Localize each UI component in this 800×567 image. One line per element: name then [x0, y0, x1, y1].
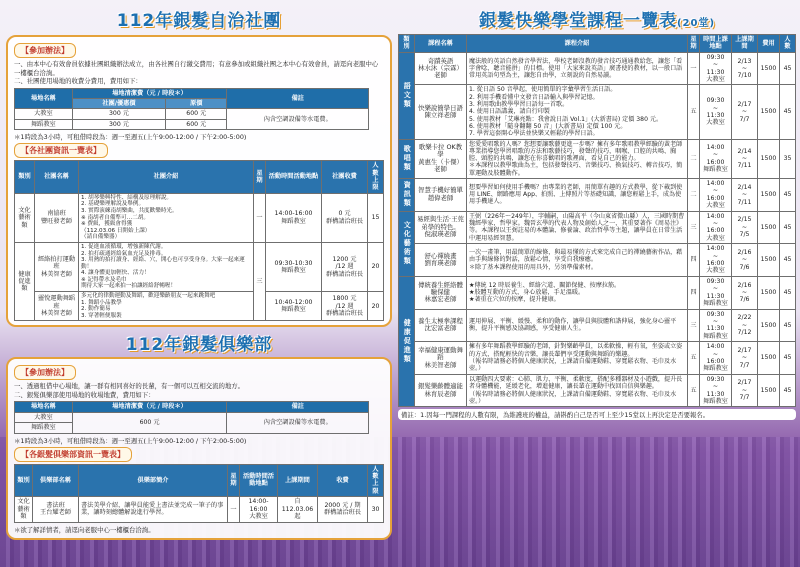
club-max: 15: [368, 193, 384, 242]
course-day: 四: [688, 244, 700, 277]
course-max: 45: [780, 342, 796, 375]
club2-h: 星期: [228, 464, 240, 497]
course-max: 45: [780, 52, 796, 85]
table-row: [15, 109, 369, 119]
club2-cell: 書法美學介紹，讓學員能愛上書法並完成一筆子的事業，讓時刻總體解說進行學習。: [79, 497, 228, 522]
course-cat: 健康促進類: [399, 276, 415, 407]
venue-cell: 300 元: [72, 109, 165, 119]
course-fee: 1500: [758, 85, 780, 139]
rules-1: 一、由本中心有效會員依據社團組織辦法成立，由各社團自行繳交費用；有意參加或組織社團之本中心有效會員，請逕向老服中心一樓櫃台洽詢。: [14, 60, 379, 77]
club-h: 社團介紹: [79, 161, 254, 194]
club2-cell: 2000 元 / 期 群構請洽班長: [318, 497, 368, 522]
course-cat: 語文類: [399, 52, 415, 139]
title-clubs: 112年銀髮自治社團: [116, 11, 282, 31]
course-cat: 資訊類: [399, 179, 415, 212]
club-intro: 1. 胡琴樂興特性、結構及原理解說。 2. 基礎樂理解說及舉例。 3. 實際演練南胡樂曲，共度歡樂時光。 ※ 南胡者自備準可…二胡。 ※ 費級，獲級會得獲 （112.03.06 日開始上課） （請自備樂器）: [79, 193, 254, 242]
rules-heading: 【參加辦法】: [14, 43, 76, 58]
course-date: 2/22 ~ 7/12: [732, 309, 758, 342]
course-name: 幸福健康運動舞蹈 林美智老師: [415, 342, 467, 375]
course-intro: 擁有多年舞蹈教學經驗的老師，針對樂齡學員，以柔軟操，輕有氧，坐姿或立姿的方式，搭配輕快的音樂，讓長輩們享受運動與舞蹈的樂趣。 （報名時請務必將個人健康狀況，上課請自備運動鞋、穿寬鬆衣物、毛巾及水壺。）: [467, 342, 688, 375]
club2-table: [14, 464, 384, 523]
venue2-h: 備註: [227, 402, 369, 412]
course-name: 易經與生活·王莞弟學的特色。 倪淑瑛老師: [415, 211, 467, 244]
course-cat: 歌唱類: [399, 139, 415, 178]
course-name: 奇蹟英語 林水沐（宗霖）老師: [415, 52, 467, 85]
course-fee: 1500: [758, 309, 780, 342]
course-fee: 1500: [758, 342, 780, 375]
table-row: [15, 497, 384, 522]
course-max: 45: [780, 309, 796, 342]
course-date: 2/17 ~ 7/7: [732, 374, 758, 407]
course-time: 14:00 ~ 16:00 大教室: [700, 211, 732, 244]
course-day: 三: [688, 211, 700, 244]
course-fee: 1500: [758, 179, 780, 212]
title-clubs-2: 112年銀髮俱樂部: [125, 335, 273, 356]
venue2-h: 場地清潔費（元 / 時段＊）: [72, 402, 227, 412]
course-day: 五: [688, 85, 700, 139]
course-name: 智慧手機好簡單 趙偉老師: [415, 179, 467, 212]
course-intro: 運用伸展、平衡、緩慢、柔和的動作，讓學員與肢體和諧伸展，強化身心靈平衡，提升平衡感及協調感，享受健康人生。: [467, 309, 688, 342]
table-row: [399, 85, 796, 139]
venue2-note: ＊1時段為3小時，可租借時段為：週一至週五(上午9:00-12:00 / 下午2:00-5:00): [14, 436, 247, 445]
venue-cell: 內含空調設備等水電費。: [227, 109, 369, 130]
course-time: 14:00 ~ 16:00 大教室: [700, 244, 732, 277]
club2-h: 俱樂部名稱: [33, 464, 79, 497]
club-max: 20: [368, 292, 384, 321]
course-h: 上課期間: [732, 35, 758, 53]
table-row: [399, 52, 796, 85]
club2-cell: 一: [228, 497, 240, 522]
course-h: 課程介紹: [467, 35, 688, 53]
course-max: 45: [780, 244, 796, 277]
course-time: 14:00 ~ 16:00 舞蹈教室: [700, 342, 732, 375]
course-h: 課程名稱: [415, 35, 467, 53]
left-column: [6, 4, 392, 563]
club-h: 星期: [254, 161, 266, 194]
table-row: [399, 139, 796, 178]
club-intro: 1. 促進血液循環，增強新陳代謝。 2. 拍打疏通經絡氣血充足及排毒。 3. 用熱的拍打讀身、經絡、穴，開心也可享受身身。大家一起來運動！ 4. 讓身體更加輕快、活力！ ※ 記得帶水及毛巾 期待大家一起來拍一拍讓經絡舒暢喔！: [79, 242, 254, 291]
course-intro: 王弼（226年～249年），字輔嗣，山陽高平（今山東省微山縣）人，三國時期曹魏經學家，哲學家。魏晉玄學的代表人物及創始人之一，其重要著作《周易注》等。本課程以王弼註易的本體論、修養論、政治哲學等主題，讓學員在日常生活中運用易經智慧。: [467, 211, 688, 244]
club-info-heading: 【各社團資訊一覽表】: [14, 143, 108, 158]
course-date: 2/16 ~ 7/6: [732, 244, 758, 277]
venue2-cell: 600 元: [72, 412, 227, 433]
venue2-table: [14, 401, 369, 433]
course-date: 2/14 ~ 7/11: [732, 139, 758, 178]
course-h: 類別: [399, 35, 415, 53]
course-title: [398, 6, 796, 31]
clubs-panel: [6, 35, 392, 327]
club2-h: 活動時間活動地點: [240, 464, 278, 497]
club-max: 20: [368, 242, 384, 291]
club-time: 14:00-16:00 舞蹈教室: [266, 193, 322, 242]
club2-note: ＊欲了解詳情者，請逕向老服中心一樓櫃台洽詢。: [14, 525, 155, 534]
club2-h: 俱樂部簡介: [79, 464, 228, 497]
venue-cell: 600 元: [166, 109, 227, 119]
venue-cell: 大教室: [15, 109, 73, 119]
course-table: [398, 34, 796, 407]
club2-cell: 30: [368, 497, 384, 522]
club2-h: 收費: [318, 464, 368, 497]
course-day: 四: [688, 276, 700, 309]
club2-info-heading: 【各銀髮俱樂部資訊一覽表】: [14, 447, 132, 462]
rules-2: 二、社團使用場地的收費分費用，費用如下：: [14, 77, 142, 85]
course-date: 2/17 ~ 7/7: [732, 85, 758, 139]
club-h: 社團收費: [322, 161, 368, 194]
table-row: [15, 193, 384, 242]
course-name: 歌樂卡拉 OK教學 黃惠生（卡傑）老師: [415, 139, 467, 178]
course-count: (20堂): [676, 18, 716, 29]
course-intro: 以運動四大要素：心肺、肌力、平衡、柔軟度，搭配多種器材及小遊戲，提升長者身體機能，延緩老化，增進健康，讓長輩在運動中找回自信與樂趣。 （報名時請務必將個人健康狀況，上課請自備運動鞋、穿寬鬆衣物、毛巾及水壺。）: [467, 374, 688, 407]
course-fee: 1500: [758, 244, 780, 277]
course-time: 09:30 ~ 11:30 大教室: [700, 85, 732, 139]
venue-h-name: 場地名稱: [15, 88, 73, 109]
table-row: [399, 244, 796, 277]
course-date: 2/14 ~ 7/11: [732, 179, 758, 212]
course-date: 2/13 ~ 7/10: [732, 52, 758, 85]
course-max: 35: [780, 139, 796, 178]
club-cat: 文化藝術類: [15, 193, 35, 242]
table-row: [399, 179, 796, 212]
club2-h: 類別: [15, 464, 33, 497]
course-day: 二: [688, 139, 700, 178]
course-day: 二: [688, 179, 700, 212]
club-cat: 健康促進類: [15, 242, 35, 321]
venue-sh-discount: 社團/優惠價: [72, 98, 165, 108]
club-time: 10:40-12:00 舞蹈教室: [266, 292, 322, 321]
club2-h: 人數上限: [368, 464, 384, 497]
course-day: 一: [688, 52, 700, 85]
course-day: 五: [688, 342, 700, 375]
venue-h-note: 備註: [227, 88, 369, 109]
course-day: 五: [688, 374, 700, 407]
club-name: 靈悅運動舞蹈班 林美智老師: [35, 292, 79, 321]
venue-cell: 300 元: [72, 119, 165, 129]
venue2-h: 場地名稱: [15, 402, 73, 412]
course-max: 45: [780, 374, 796, 407]
course-fee: 1500: [758, 52, 780, 85]
club2-rules-heading: 【參加辦法】: [14, 365, 76, 380]
club-h: 人數上限: [368, 161, 384, 194]
course-date: 2/15 ~ 7/5: [732, 211, 758, 244]
table-row: [399, 211, 796, 244]
course-day: 三: [688, 309, 700, 342]
club-h: 活動時間活動地點: [266, 161, 322, 194]
club-table: [14, 160, 384, 321]
course-date: 2/16 ~ 7/6: [732, 276, 758, 309]
course-intro: 想要學習如何使用手機嗎？由專業的老師，用簡單有趣的方式教學，從下載到使用 LINE、網路應用 App、拍照、上傳照片等基礎知識，讓您輕鬆上手，成為使用手機達人。: [467, 179, 688, 212]
club-intro: 多元化的律動運動及舞蹈，歡迎樂齡朋友一起來跳舞吧 1. 舞蹈小品教學 2. 動作簡易 3. 穿著輕便服裝: [79, 292, 254, 321]
table-row: [399, 342, 796, 375]
course-fee: 1500: [758, 211, 780, 244]
course-name: 舒心禪繞畫 劉育瑛老師: [415, 244, 467, 277]
club-fee: 1200 元 /12 週 群構請洽班長: [322, 242, 368, 291]
course-max: 45: [780, 276, 796, 309]
table-row: [15, 292, 384, 321]
club-day: 一: [254, 193, 266, 242]
course-time: 09:30 ~ 11:30 舞蹈教室: [700, 374, 732, 407]
course-intro: 1. 從日語 50 音學起，使用簡單的字彙學習生活日語。 2. 利用手機看懂中文發音日語輸入與學習記憶。 3. 利用歌曲教學學習日語每一首歌。 4. 使用日語講義，請自行印製 5. 使用教材「艾琳亮點：我會說日語 Vol.1」(大新書局) 定價 380 元。 6. 使用教材「隨身翻翻 50 音」(大新書局) 定價 100 元。 7. 學習這套開心學法並快樂又輕鬆的學習日語。: [467, 85, 688, 139]
venue2-cell: 內含空調設備等水電費。: [227, 412, 369, 433]
course-time: 09:30 ~ 11:30 舞蹈教室: [700, 309, 732, 342]
silver-club-panel: [6, 357, 392, 539]
course-intro: 您愛愛唱歌的人嗎？您想要讓歌藝更進一步嗎？擁有多年歌唱教學經驗的黃老師專業指導您學習唱歌的方法和歌藝技巧，發聲的技巧，咽喉、口腔的共鳴、胸腔、頭腔的共鳴，讓您在你喜歡唱的歌裡面，看見自己的能力。 ＊本課程以教學歌曲為主，包括發聲技巧、音樂技巧、換氣技巧、轉音技巧，簡單運動及肢體動作。: [467, 139, 688, 178]
venue-cell: 600 元: [166, 119, 227, 129]
course-date: 2/17 ~ 7/7: [732, 342, 758, 375]
course-fee: 1500: [758, 276, 780, 309]
club-name: 經絡拍打運動班 林美智老師: [35, 242, 79, 291]
club2-cell: 自 112.03.06 起: [278, 497, 318, 522]
course-intro: 魔法般的英語自然發音學習法，學校老師沒教的發音技巧通通教給您，讓您「看字會唸、聽音能拼」的目標。使用「大家來說英語」廣書使的教材，以一般口語常用英語句型為主，讓您自由學，立刻說的自然易讀。: [467, 52, 688, 85]
course-fee: 1500: [758, 374, 780, 407]
venue-cell: 舞蹈教室: [15, 119, 73, 129]
club-time: 09:30-10:30 舞蹈教室: [266, 242, 322, 291]
club2-cell: 文化藝術類: [15, 497, 33, 522]
course-name: 快樂說簡學日語 陳立祥老師: [415, 85, 467, 139]
course-time: 14:00 ~ 16:00 大教室: [700, 179, 732, 212]
club2-h: 上課期間: [278, 464, 318, 497]
course-h: 人數: [780, 35, 796, 53]
right-column: [398, 4, 796, 563]
venue-table: [14, 88, 369, 131]
course-cat: 文化藝術類: [399, 211, 415, 276]
table-row: [399, 276, 796, 309]
club2-cell: 書法班 王台耀老師: [33, 497, 79, 522]
course-fee: 1500: [758, 139, 780, 178]
course-h: 費用: [758, 35, 780, 53]
table-row: [15, 242, 384, 291]
course-intro: ★傳統 12 時辰養生、經絡穴道、關節保健、按摩拉筋。 ★肢體互動的方式，身心放鬆，手足溫暖。 ★著重在穴位的按摩，提升健康。: [467, 276, 688, 309]
club-h: 類別: [15, 161, 35, 194]
table-row: [399, 309, 796, 342]
course-max: 45: [780, 85, 796, 139]
venue-h-fee: 場地清潔費（元 / 時段＊）: [72, 88, 227, 98]
table-row: [15, 412, 369, 422]
course-title-text: 銀髮快樂學堂課程一覽表: [478, 11, 677, 31]
course-name: 銀髮樂齡體適能 林育辰老師: [415, 374, 467, 407]
venue-note: ＊1時段為3小時，可租借時段為：週一至週五(上午9:00-12:00 / 下午2:00-5:00): [14, 133, 247, 142]
course-max: 45: [780, 179, 796, 212]
course-h: 時間上課地點: [700, 35, 732, 53]
course-h: 星期: [688, 35, 700, 53]
course-name: 傳統養生經絡體驗保健 林嘉宏老師: [415, 276, 467, 309]
course-footer: 備註：1.因每一門課程的人數有限，為維護班的權益，請斟酌自己是否可上至少15堂以上再決定是否要報名。: [398, 409, 796, 420]
club-name: 南協班 豐旺發老師: [35, 193, 79, 242]
venue-sh-original: 原價: [166, 98, 227, 108]
course-time: 09:30 ~ 11:30 舞蹈教室: [700, 276, 732, 309]
course-time: 09:30 ~ 11:30 大教室: [700, 52, 732, 85]
club-h: 社團名稱: [35, 161, 79, 194]
club2-cell: 14:00-16:00 大教室: [240, 497, 278, 522]
table-row: [399, 374, 796, 407]
course-max: 45: [780, 211, 796, 244]
course-name: 養生太極拳課程 沈宏富老師: [415, 309, 467, 342]
club-fee: 0 元 群構請洽班長: [322, 193, 368, 242]
club-fee: 1800 元 /12 週 群構請洽班長: [322, 292, 368, 321]
course-intro: 一次一畫筆，用最簡單的線條，與最易懂的方式來完成自己的禪繞藝術作品，藉由手與線條的對話，放鬆心情，享受自我療癒。 ＊除了基本課程使用的用具外，另須準備素材。: [467, 244, 688, 277]
club-day: 三: [254, 242, 266, 321]
venue2-cell: 大教室: [15, 412, 73, 422]
club2-rules-1: 一、透過租借中心場地，讓一群有相同喜好的長輩，有一個可以互相交流的地方。: [14, 382, 245, 391]
club2-rules-2: 二、銀髮俱樂部使用場地的收場地費，費用如下：: [14, 390, 155, 399]
venue2-cell: 舞蹈教室: [15, 423, 73, 433]
course-time: 14:00 ~ 16:00 舞蹈教室: [700, 139, 732, 178]
